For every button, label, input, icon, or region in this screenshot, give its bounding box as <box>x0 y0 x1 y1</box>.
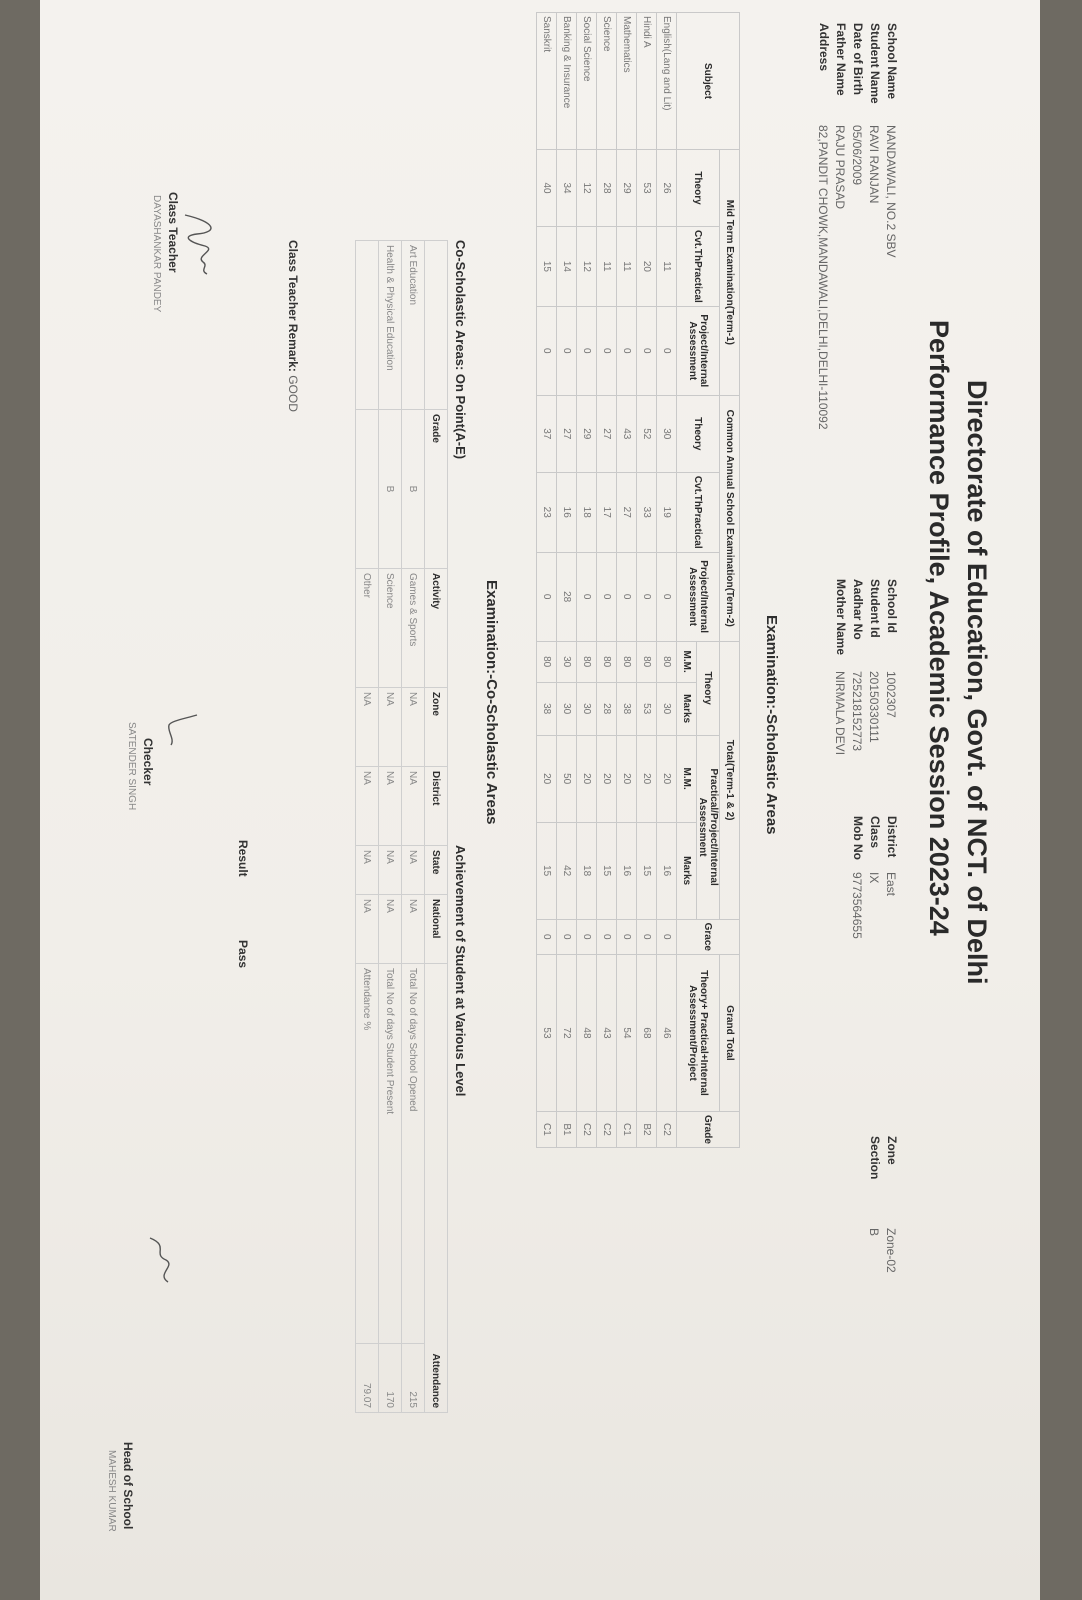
attendance-header: Attendance <box>425 964 448 1413</box>
table-row <box>577 13 597 1148</box>
t2-theory-header: Theory <box>677 395 720 472</box>
student-info-col2 <box>832 578 900 756</box>
activity-national: NA <box>379 895 402 964</box>
cell-t2-theory: 37 <box>537 395 557 472</box>
checker-label: Checker <box>141 738 155 786</box>
cell-th-mm: 80 <box>577 641 597 682</box>
cell-grace: 0 <box>597 919 617 954</box>
cell-t1-proj: 0 <box>557 306 577 395</box>
area-empty <box>356 241 379 410</box>
info-value: East <box>884 872 899 897</box>
coscholastic-table <box>355 240 448 1413</box>
cell-t2-proj: 0 <box>617 552 637 641</box>
cell-t2-theory: 52 <box>637 395 657 472</box>
cell-t1-cvt: 11 <box>597 227 617 307</box>
cell-t2-proj: 28 <box>557 552 577 641</box>
cell-subject: Mathematics <box>617 13 637 150</box>
cell-pr-marks: 16 <box>617 822 637 919</box>
activity-zone: NA <box>379 688 402 767</box>
info-row <box>866 815 883 940</box>
cell-t2-proj: 0 <box>537 552 557 641</box>
cell-t1-theory: 34 <box>557 150 577 227</box>
cell-t1-cvt: 12 <box>577 227 597 307</box>
table-row <box>637 13 657 1148</box>
national-header: National <box>425 895 448 964</box>
table-row <box>537 13 557 1148</box>
cell-t2-theory: 29 <box>577 395 597 472</box>
student-info-col4 <box>866 1135 900 1274</box>
grand-total-subheader: Theory+ Practical+Internal Assessment/Project <box>677 954 720 1111</box>
theory-marks-header: Marks <box>677 682 697 735</box>
activity-district: NA <box>379 767 402 846</box>
head-signature <box>140 1230 180 1290</box>
cell-grade: C1 <box>617 1111 637 1147</box>
cell-t1-theory: 29 <box>617 150 637 227</box>
info-label: Mob No <box>851 816 865 860</box>
attendance-label: Total No of days School Opened <box>402 964 425 1344</box>
cell-th-marks: 30 <box>557 682 577 735</box>
cell-t2-proj: 0 <box>597 552 617 641</box>
cell-th-mm: 80 <box>597 641 617 682</box>
cell-t1-proj: 0 <box>617 306 637 395</box>
class-teacher-label: Class Teacher <box>166 192 180 273</box>
checker-name: SATENDER SINGH <box>126 722 137 811</box>
info-label: Student Name <box>868 23 882 104</box>
scholastic-section-title: Examination:-Scholastic Areas <box>763 615 780 835</box>
cell-subject: English(Lang and Lit) <box>657 13 677 150</box>
info-row <box>849 815 866 940</box>
subject-header: Subject <box>677 13 740 150</box>
cell-t1-theory: 12 <box>577 150 597 227</box>
info-value: Zone-02 <box>884 1228 899 1273</box>
attendance-value: 79.07 <box>356 1344 379 1413</box>
cell-th-mm: 80 <box>657 641 677 682</box>
cell-t1-cvt: 11 <box>617 227 637 307</box>
remark-label: Class Teacher Remark: <box>286 240 300 372</box>
info-value: 20150330111 <box>867 671 882 743</box>
t2-cvt-header: Cvt.ThPractical <box>677 472 720 552</box>
cell-t2-cvt: 16 <box>557 472 577 552</box>
result-label: Result <box>236 840 250 877</box>
cell-t2-cvt: 27 <box>617 472 637 552</box>
info-label: Zone <box>885 1136 899 1165</box>
table-row <box>597 13 617 1148</box>
state-header: State <box>425 846 448 895</box>
info-value: 9773564655 <box>850 872 865 939</box>
activity-zone: NA <box>356 688 379 767</box>
class-teacher-name: DAYASHANKAR PANDEY <box>151 195 162 313</box>
mid-term-header: Mid Term Examination(Term-1) <box>720 150 740 396</box>
coscholastic-section-title: Examination:-Co-Scholastic Areas <box>483 580 500 825</box>
t2-project-header: Project/Internal Assessment <box>677 552 720 641</box>
total-header: Total(Term-1 & 2) <box>720 641 740 919</box>
cell-grand: 54 <box>617 954 637 1111</box>
cell-subject: Social Science <box>577 13 597 150</box>
activity-national: NA <box>356 895 379 964</box>
info-label: Date of Birth <box>851 23 865 95</box>
area-header <box>425 241 448 410</box>
info-row <box>849 22 866 431</box>
practical-mm-header: M.M. <box>677 735 697 822</box>
info-label: Student Id <box>868 579 882 638</box>
cell-t2-cvt: 18 <box>577 472 597 552</box>
cell-pr-marks: 16 <box>657 822 677 919</box>
cell-grace: 0 <box>577 919 597 954</box>
activity-state: NA <box>356 846 379 895</box>
cell-subject: Science <box>597 13 617 150</box>
cell-grade: C2 <box>577 1111 597 1147</box>
info-value: B <box>867 1228 882 1237</box>
table-row <box>557 13 577 1148</box>
cell-t1-proj: 0 <box>657 306 677 395</box>
grace-header: Grace <box>677 919 740 954</box>
info-row <box>866 578 883 756</box>
cell-t1-proj: 0 <box>637 306 657 395</box>
cell-subject: Sanskrit <box>537 13 557 150</box>
total-theory-header: Theory <box>697 641 720 735</box>
t1-cvt-header: Cvt.ThPractical <box>677 227 720 307</box>
activity-name: Games & Sports <box>402 569 425 688</box>
cell-pr-mm: 20 <box>657 735 677 822</box>
cell-t2-proj: 0 <box>637 552 657 641</box>
info-label: Class <box>868 816 882 849</box>
cs-grade-header: Grade <box>425 410 448 569</box>
cell-grand: 48 <box>577 954 597 1111</box>
cell-t2-cvt: 19 <box>657 472 677 552</box>
achievement-title: Achievement of Student at Various Level <box>453 845 468 1097</box>
cell-t1-theory: 26 <box>657 150 677 227</box>
teacher-signature <box>175 210 225 280</box>
area-grade: B <box>402 410 425 569</box>
cell-pr-marks: 42 <box>557 822 577 919</box>
cell-grade: B1 <box>557 1111 577 1147</box>
cell-grand: 46 <box>657 954 677 1111</box>
info-row <box>866 22 883 431</box>
cell-t1-theory: 53 <box>637 150 657 227</box>
info-value: 1002307 <box>884 671 899 718</box>
cell-pr-marks: 15 <box>597 822 617 919</box>
title-line-2: Performance Profile, Academic Session 2023-24 <box>924 320 954 936</box>
cell-t1-cvt: 11 <box>657 227 677 307</box>
activity-state: NA <box>379 846 402 895</box>
attendance-value: 215 <box>402 1344 425 1413</box>
scholastic-table-wrap <box>536 12 740 1148</box>
result-value: Pass <box>236 940 250 969</box>
cell-grace: 0 <box>617 919 637 954</box>
cell-th-mm: 80 <box>537 641 557 682</box>
cell-pr-mm: 20 <box>597 735 617 822</box>
cell-pr-mm: 20 <box>537 735 557 822</box>
cell-grace: 0 <box>537 919 557 954</box>
table-row <box>379 241 402 1413</box>
info-label: School Name <box>885 23 899 100</box>
cell-pr-mm: 20 <box>637 735 657 822</box>
district-header: District <box>425 767 448 846</box>
zone-header: Zone <box>425 688 448 767</box>
cell-grand: 72 <box>557 954 577 1111</box>
cell-t2-cvt: 17 <box>597 472 617 552</box>
checker-signature <box>160 705 205 765</box>
table-row <box>356 241 379 1413</box>
grade-header: Grade <box>677 1111 740 1147</box>
cell-th-mm: 80 <box>617 641 637 682</box>
attendance-label: Total No of days Student Present <box>379 964 402 1344</box>
activity-header: Activity <box>425 569 448 688</box>
cell-grand: 43 <box>597 954 617 1111</box>
info-value: 82,PANDIT CHOWK,MANDAWALI,DELHI,DELHI-110092 <box>816 125 831 430</box>
t1-project-header: Project/Internal Assessment <box>677 306 720 395</box>
area-name: Art Education <box>402 241 425 410</box>
table-row <box>402 241 425 1413</box>
cell-t1-cvt: 20 <box>637 227 657 307</box>
cell-t2-theory: 27 <box>557 395 577 472</box>
report-card-sheet <box>40 0 1040 1600</box>
result <box>236 840 250 968</box>
activity-zone: NA <box>402 688 425 767</box>
cell-th-marks: 30 <box>657 682 677 735</box>
activity-state: NA <box>402 846 425 895</box>
cell-grace: 0 <box>637 919 657 954</box>
cell-grade: C1 <box>537 1111 557 1147</box>
info-row <box>866 1135 883 1274</box>
info-label: Mother Name <box>834 579 848 656</box>
info-label: Address <box>817 23 831 72</box>
cell-grace: 0 <box>557 919 577 954</box>
cell-t2-cvt: 23 <box>537 472 557 552</box>
head-of-school-name: MAHESH KUMAR <box>106 1450 117 1532</box>
info-row <box>832 578 849 756</box>
cell-pr-marks: 15 <box>637 822 657 919</box>
cell-th-marks: 38 <box>537 682 557 735</box>
info-row <box>883 22 900 431</box>
practical-marks-header: Marks <box>677 822 697 919</box>
cell-th-marks: 53 <box>637 682 657 735</box>
activity-district: NA <box>402 767 425 846</box>
info-label: Section <box>868 1136 882 1180</box>
cell-grade: C2 <box>657 1111 677 1147</box>
cell-pr-marks: 15 <box>537 822 557 919</box>
cell-t2-theory: 43 <box>617 395 637 472</box>
cell-grade: B2 <box>637 1111 657 1147</box>
table-row <box>657 13 677 1148</box>
info-value: 05/06/2009 <box>850 125 865 186</box>
coscholastic-subtitle: Co-Scholastic Areas: On Point(A-E) <box>453 240 468 460</box>
cell-t2-theory: 30 <box>657 395 677 472</box>
table-row <box>617 13 637 1148</box>
activity-name: Other <box>356 569 379 688</box>
info-value: IX <box>867 872 882 884</box>
cell-pr-marks: 18 <box>577 822 597 919</box>
cell-t1-proj: 0 <box>537 306 557 395</box>
grade-empty <box>356 410 379 569</box>
cell-subject: Hindi A <box>637 13 657 150</box>
grand-total-header: Grand Total <box>720 954 740 1111</box>
class-teacher-remark <box>286 240 300 412</box>
info-value: 725218152773 <box>850 671 865 752</box>
info-row <box>849 578 866 756</box>
title-line-1: Directorate of Education, Govt. of NCT. of Delhi <box>962 380 992 985</box>
cell-grade: C2 <box>597 1111 617 1147</box>
area-name: Health & Physical Education <box>379 241 402 410</box>
cell-pr-mm: 50 <box>557 735 577 822</box>
cell-t2-proj: 0 <box>657 552 677 641</box>
activity-national: NA <box>402 895 425 964</box>
theory-mm-header: M.M. <box>677 641 697 682</box>
t1-theory-header: Theory <box>677 150 720 227</box>
cell-grand: 53 <box>537 954 557 1111</box>
info-value: RAVI RANJAN <box>867 125 882 204</box>
info-row <box>883 815 900 940</box>
info-row <box>832 22 849 431</box>
head-of-school-label: Head of School <box>121 1442 135 1530</box>
cell-t2-proj: 0 <box>577 552 597 641</box>
cell-th-mm: 30 <box>557 641 577 682</box>
scholastic-table <box>536 12 740 1148</box>
cell-t1-proj: 0 <box>577 306 597 395</box>
info-row <box>883 578 900 756</box>
total-practical-header: Practical/Project/Internal Assessment <box>697 735 720 919</box>
cell-t2-cvt: 33 <box>637 472 657 552</box>
cell-subject: Banking & Insurance <box>557 13 577 150</box>
cell-pr-mm: 20 <box>577 735 597 822</box>
info-label: Father Name <box>834 23 848 96</box>
attendance-value: 170 <box>379 1344 402 1413</box>
cell-grace: 0 <box>657 919 677 954</box>
cell-t1-cvt: 14 <box>557 227 577 307</box>
cell-th-marks: 30 <box>577 682 597 735</box>
info-value: NANDAWALI, NO.2 SBV <box>884 125 899 258</box>
cell-th-mm: 80 <box>637 641 657 682</box>
activity-name: Science <box>379 569 402 688</box>
cell-t2-theory: 27 <box>597 395 617 472</box>
cell-t1-cvt: 15 <box>537 227 557 307</box>
activity-district: NA <box>356 767 379 846</box>
info-label: District <box>885 816 899 858</box>
cell-grand: 68 <box>637 954 657 1111</box>
info-label: School Id <box>885 579 899 633</box>
remark-value: GOOD <box>286 375 300 412</box>
cell-t1-theory: 40 <box>537 150 557 227</box>
annual-header: Common Annual School Examination(Term-2) <box>720 395 740 641</box>
cell-th-marks: 28 <box>597 682 617 735</box>
info-value: NIRMALA DEVI <box>833 671 848 756</box>
area-grade: B <box>379 410 402 569</box>
attendance-label: Attendance % <box>356 964 379 1344</box>
cell-t1-proj: 0 <box>597 306 617 395</box>
student-info-col1 <box>815 22 900 431</box>
info-row <box>815 22 832 431</box>
cell-th-marks: 38 <box>617 682 637 735</box>
cell-t1-theory: 28 <box>597 150 617 227</box>
coscholastic-table-wrap <box>355 240 448 1413</box>
cell-pr-mm: 20 <box>617 735 637 822</box>
student-info-col3 <box>849 815 900 940</box>
info-row <box>883 1135 900 1274</box>
info-value: RAJU PRASAD <box>833 125 848 210</box>
info-label: Aadhar No <box>851 579 865 640</box>
